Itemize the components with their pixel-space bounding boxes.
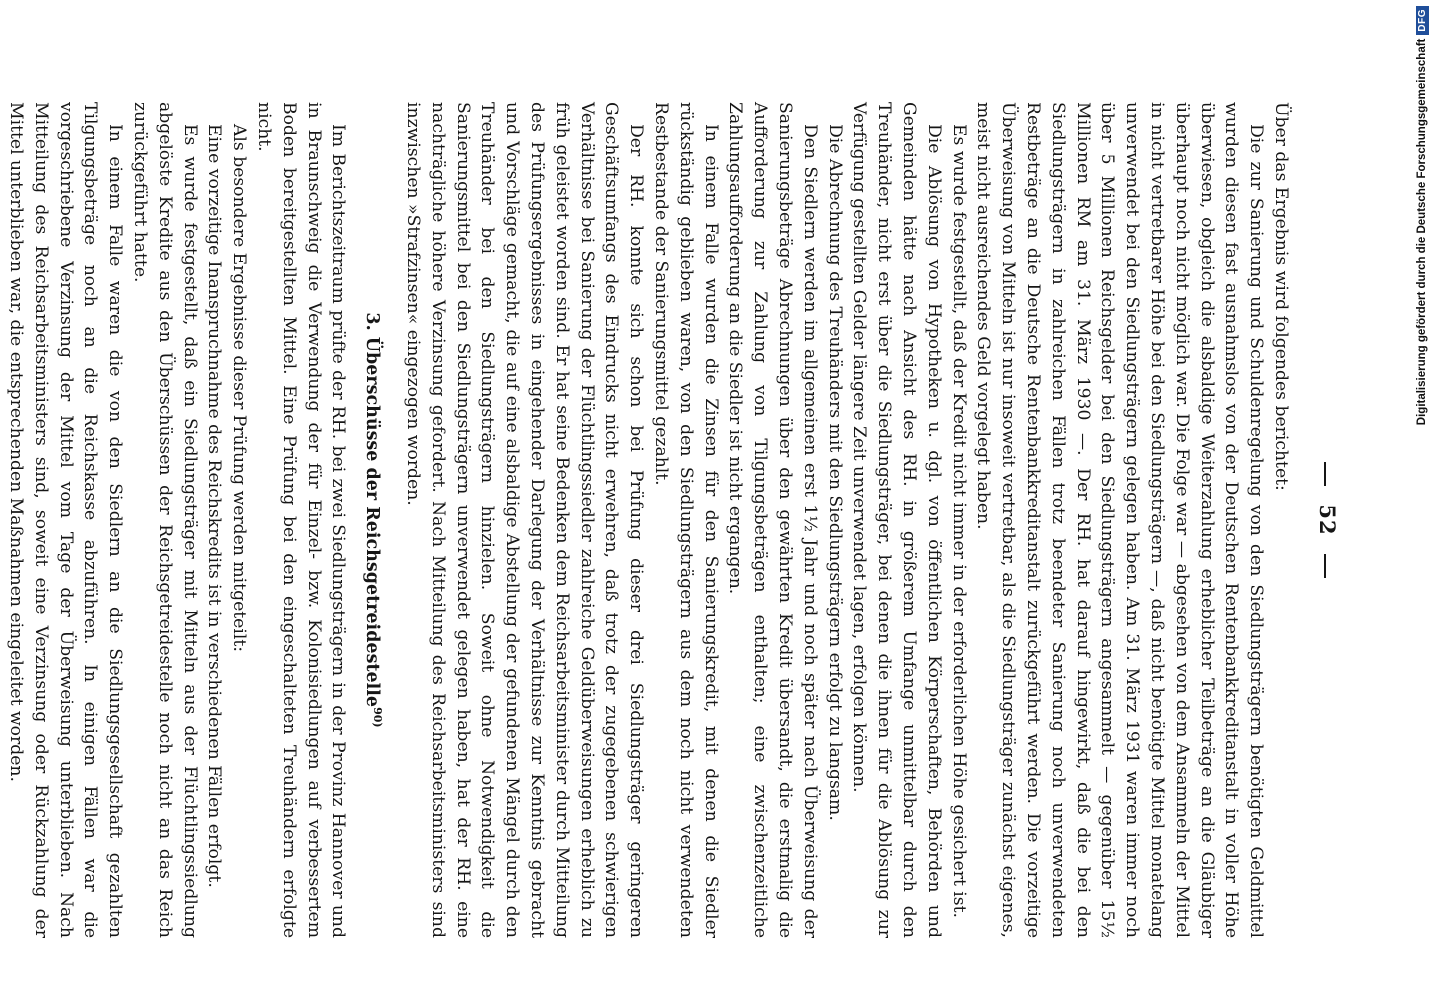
body-paragraph	[0, 102, 3, 938]
body-paragraph: Es wurde festgestellt, daß ein Siedlungsträger mit Mitteln aus der Flüchtlingssiedlung abgelöste Kredite aus den Überschüssen der Reichsgetreidestelle noch nicht an das Reich zurückgeführt hatte.	[129, 102, 200, 938]
body-paragraph: In einem Falle waren die von den Siedlern an die Siedlungsgesellschaft gezahlten Tilgungsbeträge noch an die Reichskasse abzuführen. In einigen Fällen war die vorgeschriebene Verzinsung der Mittel vom Tage der Überweisung unterblieben. Nach Mitteilung des Reichsarbeitsministers sind, soweit eine Verzinsung oder Rückzahlung der Mittel unterblieben war, die entsprechenden Maßnahmen eingeleitet worden.	[5, 102, 126, 938]
section-heading-text: 3. Überschüsse der Reichsgetreidestelle	[362, 312, 383, 708]
body-paragraph: In einem Falle wurden die Zinsen für den Sanierungskredit, mit denen die Siedler rückständig geblieben waren, von den Siedlungsträgern aus dem noch nicht verwendeten Restbestande der Sanierungsmittel gezahlt.	[651, 102, 721, 938]
body-paragraph: Eine vorzeitige Inanspruchnahme des Reichskredits ist in verschiedenen Fällen erfolgt.	[204, 124, 225, 888]
body-paragraph: Die Ablösung von Hypotheken u. dgl. von öffentlichen Körperschaften, Behörden und Gemeinden hätte nach Ansicht des RH. in größerem Umfange unmittelbar durch den Treuhänder, nicht erst über die Siedlungsträger, bei denen die ihnen für die Ablösung zur Verfügung gestellten Gelder längere Zeit unverwendet lagen, erfolgen können.	[849, 102, 944, 938]
document-page	[5, 90, 1340, 950]
body-paragraph: Der RH. konnte sich schon bei Prüfung dieser drei Siedlungsträger geringeren Geschäftsumfangs des Eindrucks nicht erwehren, daß trotz der zugegebenen schwierigen Verhältnisse bei Sanierung der Flüchtlingssiedler zahlreiche Geldüberweisungen erheblich zu früh geleistet worden sind. Er hat seine Bedenken dem Reichsarbeitsminister durch Mitteilung des Prüfungsergebnisses in eingehender Darlegung der Verhältnisse zur Kenntnis gebracht und Vorschläge gemacht, die auf eine alsbaldige Abstellung der gefundenen Mängel durch den Treuhänder bei den Siedlungsträgern hinzielen. Soweit ohne Notwendigkeit die Sanierungsmittel bei den Siedlungsträgern unverwendet gelegen haben, hat der RH. eine nachträgliche höhere Verzinsung gefordert. Nach Mitteilung des Reichsarbeitsministers sind inzwischen »Strafzinsen« eingezogen worden.	[403, 102, 647, 938]
body-paragraph: Die zur Sanierung und Schuldenregelung von den Siedlungsträgern benötigten Geldmittel wurden diesen fast ausnahmslos von der Deutschen Rentenbankkreditanstalt in voller Höhe überwiesen, obgleich die alsbaldige Weiterzahlung erheblicher Teilbeträge an die Gläubiger überhaupt noch nicht möglich war. Die Folge war — abgesehen von dem Ansammeln der Mittel in nicht vertretbarer Höhe bei den Siedlungsträgern —, daß nicht benötigte Mittel monatelang unverwendet bei den Siedlungsträgern gelegen haben. Am 31. März 1931 waren immer noch über 5 Millionen Reichsgelder bei den Siedlungsträgern angesammelt — gegenüber 15½ Millionen RM am 31. März 1930 —. Der RH. hat darauf hingewirkt, daß die bei den Siedlungsträgern in zahlreichen Fällen trotz beendeter Sanierung noch unverwendeten Restbeträge an die Deutsche Rentenbankkreditanstalt zurückgeführt werden. Die vorzeitige Überweisung von Mitteln ist nur insoweit vertretbar, als die Siedlungsträger zunächst eigenes, meist nicht ausreichendes Geld vorgelegt haben.	[973, 102, 1267, 938]
page-number: 52	[1315, 102, 1340, 938]
digitization-credit	[1410, 6, 1434, 996]
body-paragraph: Im Berichtszeitraum prüfte der RH. bei zwei Siedlungsträgern in der Provinz Hannover und in Braunschweig die Verwendung der für Einzel- bzw. Kolonisiedlungen auf verbessertem Boden bereitgestellten Mittel. Eine Prüfung bei den eingeschalteten Treuhändern erfolgte nicht.	[253, 102, 349, 938]
footnote-reference: 90)	[371, 707, 385, 728]
section-heading-3	[360, 102, 384, 938]
body-paragraph: Es wurde festgestellt, daß der Kredit nicht immer in der erforderlichen Höhe gesichert ist.	[948, 124, 969, 918]
body-paragraph: Die Abrechnung des Treuhänders mit den Siedlungsträgern erfolgt zu langsam.	[824, 124, 845, 821]
body-paragraph: Über das Ergebnis wird folgendes berichtet:	[1271, 102, 1291, 491]
digitization-credit-text: Digitalisierung gefördert durch die Deutsche Forschungsgemeinschaft	[1416, 38, 1428, 426]
dfg-logo: DFG	[1416, 6, 1429, 35]
body-paragraph: Als besondere Ergebnisse dieser Prüfung werden mitgeteilt:	[229, 124, 250, 653]
body-paragraph: Den Siedlern werden im allgemeinen erst 1½ Jahr und noch später nach Überweisung der Sanierungsbeträge Abrechnungen über den gewährten Kredit übersandt, die erstmalig die Aufforderung zur Zahlung von Tilgungsbeträgen enthalten; eine zwischenzeitliche Zahlungsaufforderung an die Siedler ist nicht ergangen.	[725, 102, 820, 938]
